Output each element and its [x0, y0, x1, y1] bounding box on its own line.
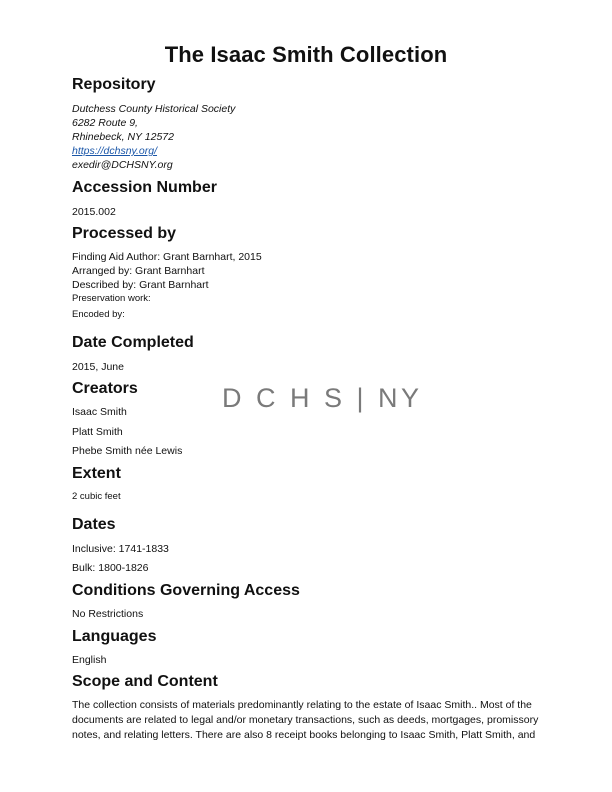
creator-item: Isaac Smith — [72, 406, 127, 418]
languages-value: English — [72, 654, 107, 666]
processed-by-heading: Processed by — [72, 225, 177, 242]
creator-item: Phebe Smith née Lewis — [72, 445, 183, 457]
repository-heading: Repository — [72, 76, 156, 93]
extent-value: 2 cubic feet — [72, 491, 121, 502]
extent-heading: Extent — [72, 465, 121, 482]
languages-heading: Languages — [72, 628, 157, 645]
accession-number: 2015.002 — [72, 206, 116, 218]
preservation-work: Preservation work: — [72, 293, 151, 304]
encoded-by: Encoded by: — [72, 309, 125, 320]
dates-inclusive: Inclusive: 1741-1833 — [72, 543, 169, 555]
repository-address-line-1: 6282 Route 9, — [72, 117, 138, 129]
access-heading: Conditions Governing Access — [72, 582, 300, 599]
dates-heading: Dates — [72, 516, 116, 533]
dates-bulk: Bulk: 1800-1826 — [72, 562, 149, 574]
arranged-by: Arranged by: Grant Barnhart — [72, 265, 205, 277]
repository-name: Dutchess County Historical Society — [72, 103, 236, 115]
date-completed-value: 2015, June — [72, 361, 124, 373]
page-title: The Isaac Smith Collection — [164, 42, 448, 67]
scope-paragraph: The collection consists of materials predominantly relating to the estate of Isaac Smith.. Most of the documents are related to legal and/or monetary transactions, such as deeds, mortgages, promissory notes, and relating letters. There are also 8 receipt books belonging to Isaac Smith, Platt Smith, and — [72, 699, 539, 741]
accession-heading: Accession Number — [72, 179, 217, 196]
date-completed-heading: Date Completed — [72, 334, 194, 351]
creators-heading: Creators — [72, 380, 138, 397]
repository-website-link[interactable]: https://dchsny.org/ — [72, 145, 158, 157]
finding-aid-author: Finding Aid Author: Grant Barnhart, 2015 — [72, 251, 262, 263]
access-value: No Restrictions — [72, 608, 144, 620]
dchs-ny-watermark: D C H S | NY — [222, 383, 423, 413]
repository-address-line-2: Rhinebeck, NY 12572 — [72, 131, 174, 143]
creator-item: Platt Smith — [72, 426, 123, 438]
repository-email: exedir@DCHSNY.org — [72, 159, 173, 171]
described-by: Described by: Grant Barnhart — [72, 279, 209, 291]
scope-heading: Scope and Content — [72, 673, 218, 690]
